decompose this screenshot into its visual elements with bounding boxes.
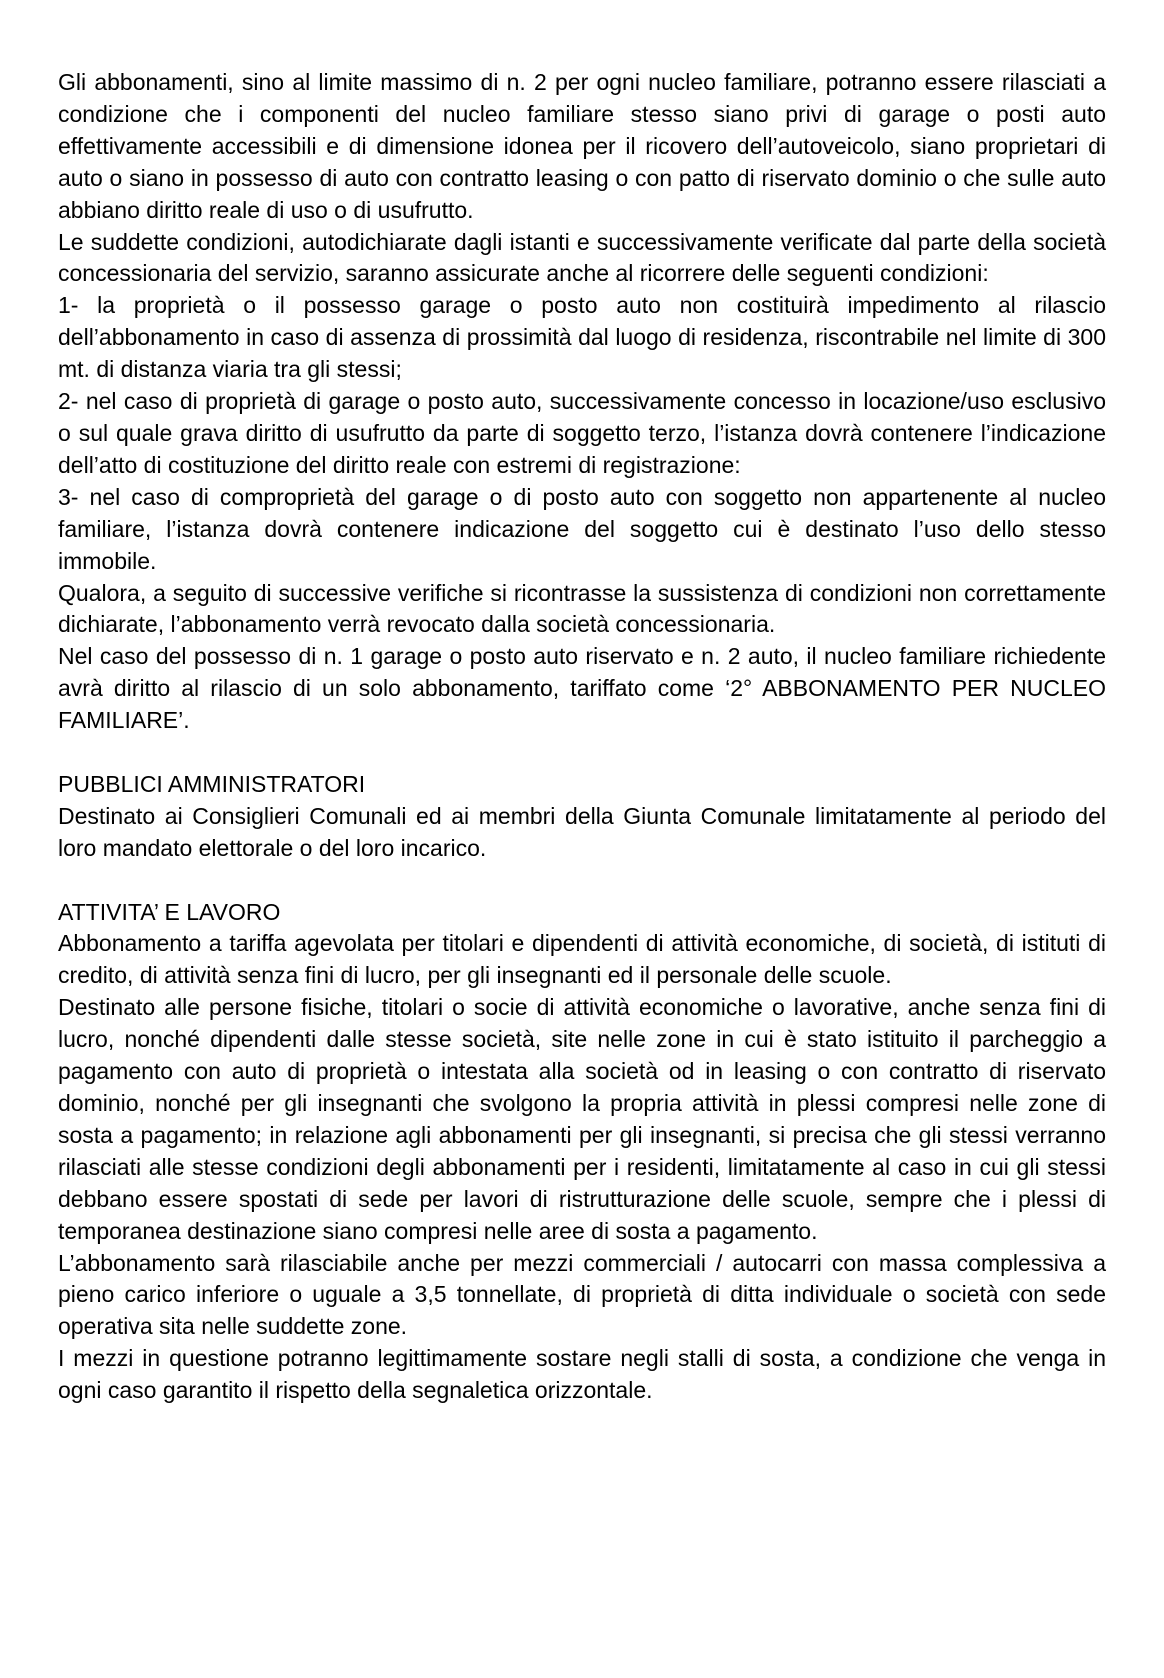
paragraph-attivita-destinatari: Destinato alle persone fisiche, titolari o socie di attività economiche o lavorative, anche senza fini di lucro, nonché dipendenti dalle stesse società, site nelle zone in cui è stato istituito il parcheggio a pagamento con auto di proprietà o intestata alla società od in leasing o con contratto di riservato dominio, nonché per gli insegnanti che svolgono la propria attività in plessi compresi nelle zone di sosta a pagamento; in relazione agli abbonamenti per gli insegnanti, si precisa che gli stessi verranno rilasciati alle stesse condizioni degli abbonamenti per i residenti, limitatamente al caso in cui gli stessi debbano essere spostati di sede per lavori di ristrutturazione delle scuole, sempre che i plessi di temporanea destinazione siano compresi nelle aree di sosta a pagamento. — [58, 994, 1106, 1244]
document-page — [58, 67, 1106, 1407]
section-spacer — [58, 865, 1106, 897]
paragraph-pubblici-destinatari: Destinato ai Consiglieri Comunali ed ai membri della Giunta Comunale limitatamente al periodo del loro mandato elettorale o del loro incarico. — [58, 802, 1106, 861]
paragraph-attivita-sosta-stalli: I mezzi in questione potranno legittimamente sostare negli stalli di sosta, a condizione che venga in ogni caso garantito il rispetto della segnaletica orizzontale. — [58, 1345, 1106, 1404]
section-heading-pubblici-amministratori: PUBBLICI AMMINISTRATORI — [58, 770, 366, 797]
paragraph-condizione-3: 3- nel caso di comproprietà del garage o di posto auto con soggetto non appartenente al nucleo familiare, l’istanza dovrà contenere indicazione del soggetto cui è destinato l’uso dello stesso immobile. — [58, 483, 1106, 574]
section-heading-attivita-lavoro: ATTIVITA’ E LAVORO — [58, 898, 281, 925]
paragraph-abbonamenti-limite: Gli abbonamenti, sino al limite massimo di n. 2 per ogni nucleo familiare, potranno essere rilasciati a condizione che i componenti del nucleo familiare stesso siano privi di garage o posti auto effettivamente accessibili e di dimensione idonea per il ricovero dell’autoveicolo, siano proprietari di auto o siano in possesso di auto con contratto leasing o con patto di riservato dominio o che sulle auto abbiano diritto reale di uso o di usufrutto. — [58, 69, 1106, 223]
paragraph-attivita-tariffa-agevolata: Abbonamento a tariffa agevolata per titolari e dipendenti di attività economiche, di società, di istituti di credito, di attività senza fini di lucro, per gli insegnanti ed il personale delle scuole. — [58, 930, 1106, 989]
paragraph-condizione-2: 2- nel caso di proprietà di garage o posto auto, successivamente concesso in locazione/uso esclusivo o sul quale grava diritto di usufrutto da parte di soggetto terzo, l’istanza dovrà contenere l’indicazione dell’atto di costituzione del diritto reale con estremi di registrazione: — [58, 388, 1106, 478]
paragraph-garage-due-auto: Nel caso del possesso di n. 1 garage o posto auto riservato e n. 2 auto, il nucleo familiare richiedente avrà diritto al rilascio di un solo abbonamento, tariffato come ‘2° ABBONAMENTO PER NUCLEO FAMILIARE’. — [58, 643, 1106, 734]
section-spacer — [58, 737, 1106, 769]
paragraph-attivita-mezzi-commerciali: L’abbonamento sarà rilasciabile anche per mezzi commerciali / autocarri con massa complessiva a pieno carico inferiore o uguale a 3,5 tonnellate, di proprietà di ditta individuale o società con sede operativa sita nelle suddette zone. — [58, 1249, 1106, 1340]
paragraph-revoca: Qualora, a seguito di successive verifiche si ricontrasse la sussistenza di condizioni non correttamente dichiarate, l’abbonamento verrà revocato dalla società concessionaria. — [58, 579, 1106, 638]
paragraph-condizioni-autodichiarate: Le suddette condizioni, autodichiarate dagli istanti e successivamente verificate dal parte della società concessionaria del servizio, saranno assicurate anche al ricorrere delle seguenti condizioni: — [58, 228, 1106, 287]
paragraph-condizione-1: 1- la proprietà o il possesso garage o posto auto non costituirà impedimento al rilascio dell’abbonamento in caso di assenza di prossimità dal luogo di residenza, riscontrabile nel limite di 300 mt. di distanza viaria tra gli stessi; — [58, 292, 1106, 383]
